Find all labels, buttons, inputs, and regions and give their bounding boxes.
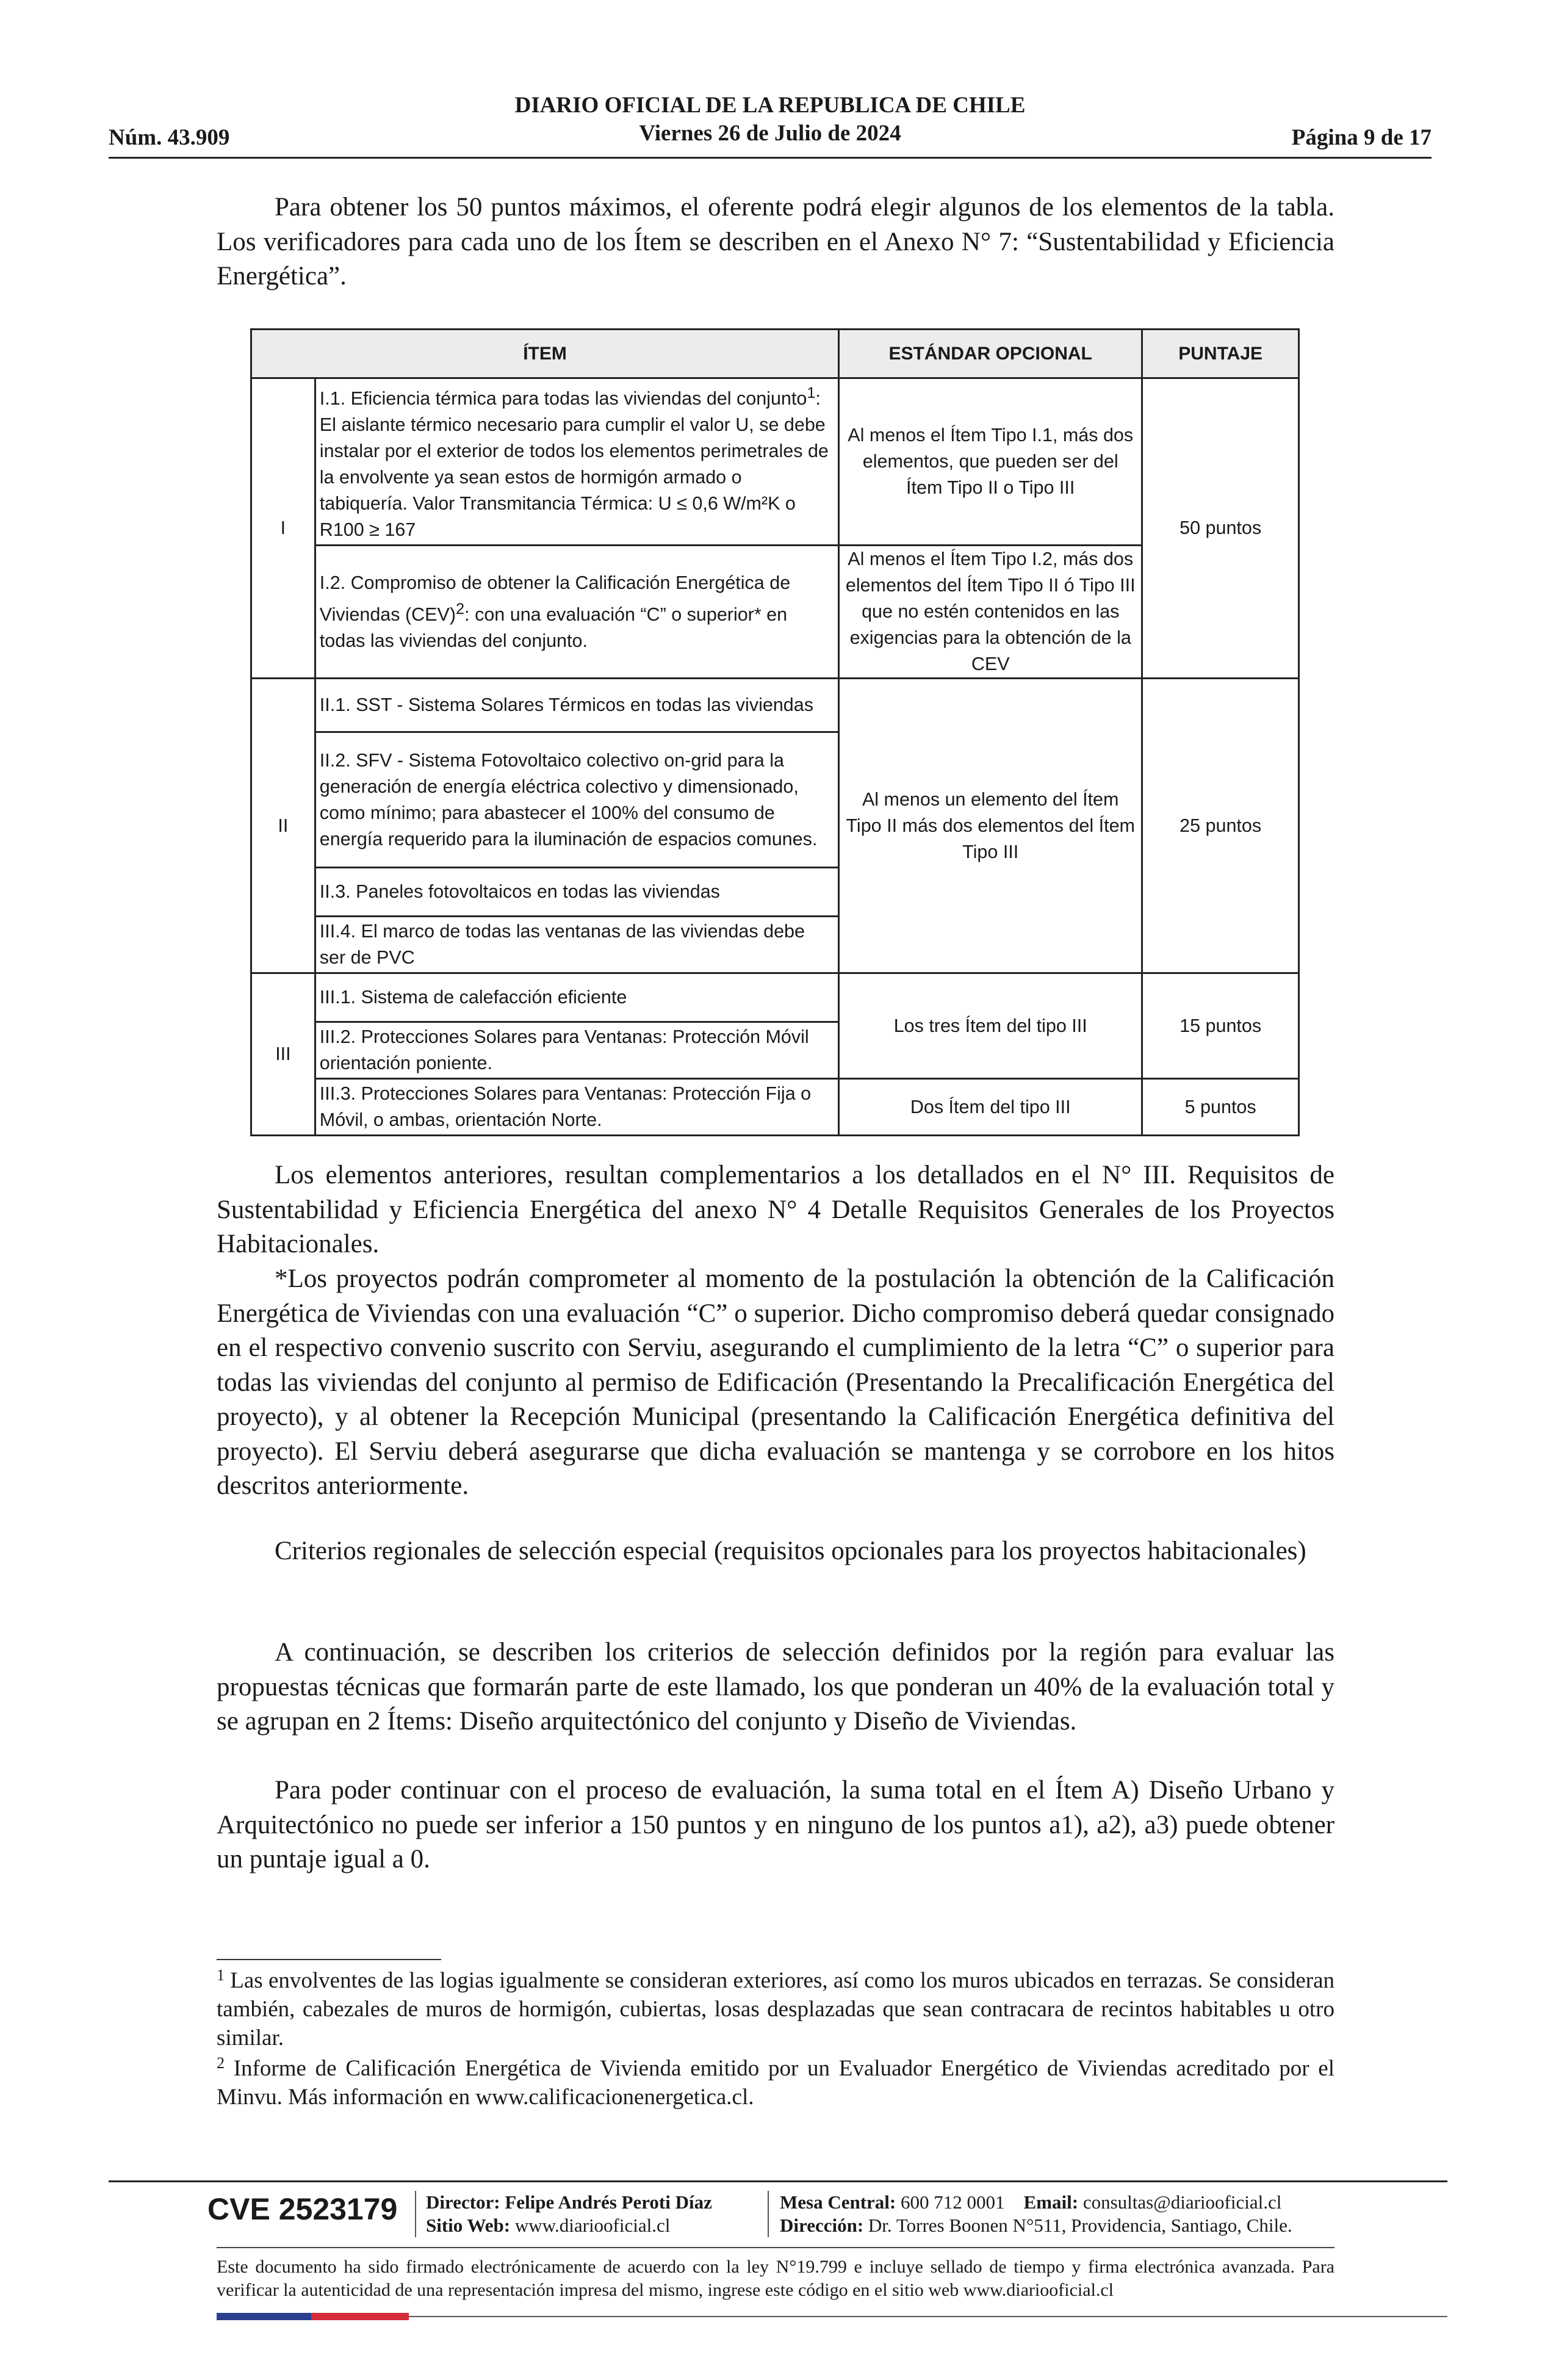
points-cell: 15 puntos (1142, 973, 1299, 1079)
footnote-divider (217, 1959, 441, 1960)
table-row (251, 1079, 1299, 1136)
points-cell: 25 puntos (1142, 679, 1299, 973)
footnote (217, 1966, 1334, 2052)
body-paragraph: *Los proyectos podrán comprometer al momento de la postulación la obtención de la Calificación Energética de Viviendas con una evaluación “C” o superior. Dicho compromiso deberá quedar consignado en el respectivo convenio suscrito con Serviu, asegurando el cumplimiento de la letra “C” o superior para todas las viviendas del conjunto al permiso de Edificación (Presentando la Precalificación Energética del proyecto), y al obtener la Recepción Municipal (presentando la Calificación Energética definitiva del proyecto). El Serviu deberá asegurarse que dicha evaluación se mantenga y se corrobore en los hitos descritos anteriormente. (217, 1264, 1334, 1500)
table-row (251, 679, 1299, 732)
address-label: Dirección: (780, 2215, 864, 2236)
body-paragraph: Para poder continuar con el proceso de evaluación, la suma total en el Ítem A) Diseño Urbano y Arquitectónico no puede ser inferior a 150 puntos y en ninguno de los puntos a1), a2), a3) puede obtener un puntaje igual a 0. (217, 1776, 1334, 1873)
points-cell: 50 puntos (1142, 378, 1299, 679)
item-cell: II.1. SST - Sistema Solares Térmicos en todas las viviendas (315, 679, 838, 732)
footnote-ref: 2 (456, 600, 465, 618)
item-text: : con una evaluación “C” o superior* en todas las viviendas del conjunto. (319, 604, 788, 651)
standard-cell: Dos Ítem del tipo III (839, 1079, 1142, 1136)
flag-stripe-blue (217, 2313, 311, 2320)
item-cell: III.4. El marco de todas las ventanas de las viviendas debe ser de PVC (315, 917, 838, 973)
group-label: II (251, 679, 315, 973)
footer-contact-block (780, 2191, 1292, 2237)
page-number: Página 9 de 17 (1291, 125, 1432, 150)
site-link[interactable]: www.diariooficial.cl (514, 2215, 671, 2236)
flag-stripe-red (311, 2313, 409, 2320)
standard-cell: Al menos el Ítem Tipo I.2, más dos elementos del Ítem Tipo II ó Tipo III que no estén contenidos en las exigencias para la obtención de la CEV (839, 546, 1142, 679)
points-cell: 5 puntos (1142, 1079, 1299, 1136)
footnote-mark: 2 (217, 2054, 225, 2072)
footnote (217, 2054, 1334, 2111)
table-row (251, 546, 1299, 679)
signature-note: Este documento ha sido firmado electrónicamente de acuerdo con la ley N°19.799 e incluye sellado de tiempo y firma electrónica avanzada. Para verificar la autenticidad de una representación impresa del mismo, ingrese este código en el sitio web www.diariooficial.cl (217, 2257, 1334, 2300)
footnote-mark: 1 (217, 1966, 225, 1984)
standard-cell: Al menos un elemento del Ítem Tipo II más dos elementos del Ítem Tipo III (839, 679, 1142, 973)
group-label: III (251, 973, 315, 1136)
item-text: I.2. Compromiso de obtener la Calificación Energética de Viviendas (CEV) (319, 572, 791, 625)
footnote-text: Informe de Calificación Energética de Vivienda emitido por un Evaluador Energético de Viviendas acreditado por el Minvu. Más información en www.calificacionenergetica.cl. (217, 2056, 1334, 2110)
email-link[interactable]: consultas@diariooficial.cl (1082, 2191, 1282, 2213)
standard-cell: Al menos el Ítem Tipo I.1, más dos elementos, que pueden ser del Ítem Tipo II o Tipo III (839, 378, 1142, 546)
item-cell: III.1. Sistema de calefacción eficiente (315, 973, 838, 1022)
body-paragraph: Los elementos anteriores, resultan complementarios a los detallados en el N° III. Requisitos de Sustentabilidad y Eficiencia Energética del anexo N° 4 Detalle Requisitos Generales de los Proyectos Habitacionales. (217, 1161, 1334, 1258)
footer-separator (415, 2191, 416, 2237)
table-row (251, 378, 1299, 546)
email-label: Email: (1023, 2191, 1079, 2213)
footer-separator (768, 2191, 769, 2237)
header-score: PUNTAJE (1142, 330, 1299, 378)
table-row (251, 973, 1299, 1022)
footnote-text: Las envolventes de las logias igualmente se consideran exteriores, así como los muros ubicados en terrazas. Se consideran también, cabezales de muros de hormigón, cubiertas, losas desplazadas que sean contracara de recintos habitables u otro similar. (217, 1968, 1334, 2050)
cve-code: CVE 2523179 (207, 2192, 398, 2226)
phone-label: Mesa Central: (780, 2191, 896, 2213)
footer-director-block (426, 2191, 712, 2237)
intro-paragraph: Para obtener los 50 puntos máximos, el oferente podrá elegir algunos de los elementos de la tabla. Los verificadores para cada uno de los Ítem se describen en el Anexo N° 7: “Sustentabilidad y Eficiencia Energética”. (217, 193, 1334, 290)
item-cell: II.3. Paneles fotovoltaicos en todas las viviendas (315, 868, 838, 917)
header-item: ÍTEM (251, 330, 839, 378)
director-name: Felipe Andrés Peroti Díaz (505, 2191, 712, 2213)
publication-date: Viernes 26 de Julio de 2024 (639, 121, 901, 146)
header-standard: ESTÁNDAR OPCIONAL (839, 330, 1142, 378)
item-text: : El aislante térmico necesario para cumplir el valor U, se debe instalar por el exterior de todos los elementos perimetrales de la envolvente ya sean estos de hormigón armado o tabiquería. Valor Transmitancia Térmica: U ≤ 0,6 W/m²K o R100 ≥ 167 (319, 388, 829, 541)
sustainability-score-table (250, 328, 1300, 1136)
phone-number: 600 712 0001 (901, 2191, 1005, 2213)
page-header (109, 92, 1432, 159)
standard-cell: Los tres Ítem del tipo III (839, 973, 1142, 1079)
section-heading: Criterios regionales de selección especial (requisitos opcionales para los proyectos habitacionales) (275, 1537, 1306, 1565)
director-label: Director: (426, 2191, 500, 2213)
site-label: Sitio Web: (426, 2215, 511, 2236)
publication-masthead (109, 92, 1432, 148)
publication-title: DIARIO OFICIAL DE LA REPUBLICA DE CHILE (514, 93, 1026, 118)
footer-bottom-line (409, 2316, 1447, 2317)
item-cell: III.2. Protecciones Solares para Ventanas: Protección Móvil orientación poniente. (315, 1022, 838, 1079)
item-cell (315, 546, 838, 679)
item-cell (315, 378, 838, 546)
table-header-row (251, 330, 1299, 378)
item-cell: II.2. SFV - Sistema Fotovoltaico colectivo on-grid para la generación de energía eléctrica colectivo y dimensionado, como mínimo; para abastecer el 100% del consumo de energía requerido para la iluminación de espacios comunes. (315, 732, 838, 868)
body-paragraph: A continuación, se describen los criterios de selección definidos por la región para evaluar las propuestas técnicas que formarán parte de este llamado, los que ponderan un 40% de la evaluación total y se agrupan en 2 Ítems: Diseño arquitectónico del conjunto y Diseño de Viviendas. (217, 1638, 1334, 1736)
footnote-ref: 1 (807, 384, 816, 402)
footer-note-divider (217, 2247, 1334, 2248)
item-cell: III.3. Protecciones Solares para Ventanas: Protección Fija o Móvil, o ambas, orientación Norte. (315, 1079, 838, 1136)
group-label: I (251, 378, 315, 679)
footer-divider (109, 2180, 1447, 2182)
issue-number: Núm. 43.909 (109, 125, 230, 150)
item-text: I.1. Eficiencia térmica para todas las viviendas del conjunto (319, 388, 807, 409)
address-text: Dr. Torres Boonen N°511, Providencia, Santiago, Chile. (868, 2215, 1292, 2236)
